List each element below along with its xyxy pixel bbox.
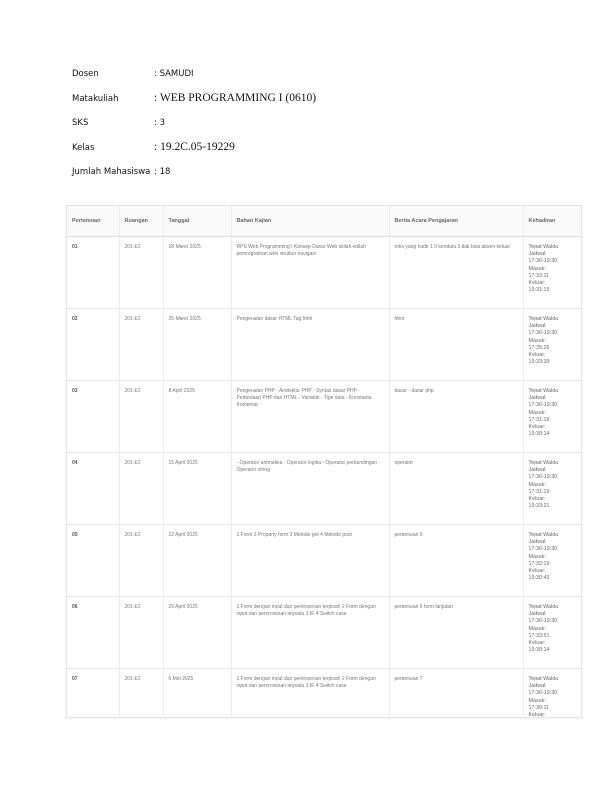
cell-berita-acara: pertemuan 6 form lanjutan	[389, 597, 523, 669]
kehadiran-jadwal: 17:30-19:30	[528, 402, 558, 409]
cell-pertemuan: 02	[67, 309, 119, 381]
cell-pertemuan: 01	[67, 237, 119, 309]
kehadiran-jadwal-label: Jadwal:	[528, 323, 547, 330]
kehadiran-jadwal-label: Jadwal:	[528, 395, 547, 402]
dosen-row	[72, 69, 492, 94]
kehadiran-jadwal: 17:30-19:30	[528, 690, 558, 697]
cell-bahan-kajian: 1 Form 2 Property form 3 Metode get 4 Metode post	[231, 525, 389, 597]
kehadiran-jadwal-label: Jadwal:	[528, 467, 547, 474]
cell-kehadiran	[523, 309, 581, 381]
cell-kehadiran	[523, 453, 581, 525]
header-berita-acara: Berita Acara Pengajaran	[389, 206, 523, 237]
jumlah-row	[72, 167, 492, 192]
table-row	[67, 597, 581, 669]
cell-bahan-kajian: - Operator aritmatika - Operator logika - Operator perbandingan - Operator string	[231, 453, 389, 525]
cell-bahan-kajian: 1 Form dengan input dan pemrosesan terpisah 2 Form dengan input dan pemrosesan terpadu 3 IF 4 Switch case	[231, 597, 389, 669]
header-kehadiran: Kehadiran	[523, 206, 581, 237]
jumlah-label: Jumlah Mahasiswa	[72, 167, 151, 177]
kehadiran-jadwal: 17:30-19:30	[528, 330, 558, 337]
table-row	[67, 669, 581, 719]
cell-pertemuan: 03	[67, 381, 119, 453]
cell-bahan-kajian: Pengenalan PHP - Arsitektur PHP - Syntax dasar PHP - Perbedaan PHP dan HTML - Variable - Tipe data - Konstanta Komentar	[231, 381, 389, 453]
kehadiran-jadwal-label: Jadwal:	[528, 611, 547, 618]
cell-tanggal: 25 Maret 2025	[163, 309, 231, 381]
sks-value: : 3	[154, 118, 165, 128]
kehadiran-status: Tepat Waktu	[528, 676, 559, 682]
kehadiran-status: Tepat Waktu	[528, 532, 559, 538]
kehadiran-masuk-label: Masuk:	[528, 409, 546, 416]
cell-tanggal: 22 April 2025	[163, 525, 231, 597]
cell-ruangan: 201-E2	[119, 453, 163, 525]
cell-ruangan: 201-E2	[119, 381, 163, 453]
cell-pertemuan: 06	[67, 597, 119, 669]
jumlah-value: : 18	[154, 167, 171, 177]
kehadiran-keluar-label: Keluar:	[528, 711, 546, 718]
kehadiran-masuk-label: Masuk:	[528, 625, 546, 632]
kehadiran-status: Tepat Waktu	[528, 388, 559, 394]
cell-kehadiran	[523, 597, 581, 669]
kehadiran-masuk: 17:31:19	[528, 488, 550, 495]
kehadiran-keluar-label: Keluar:	[528, 495, 546, 502]
table-row	[67, 525, 581, 597]
dosen-value: : SAMUDI	[154, 69, 194, 79]
kehadiran-masuk-label: Masuk:	[528, 553, 546, 560]
sks-label: SKS	[72, 118, 89, 128]
kehadiran-masuk: 17:31:18	[528, 416, 550, 423]
cell-bahan-kajian: 1 Form dengan input dan pemrosesan terpisah 2 Form dengan input dan pemrosesan terpadu 3 IF 4 Switch case	[231, 669, 389, 719]
header-pertemuan: Pertemuan	[67, 206, 119, 237]
kehadiran-masuk: 17:35:26	[528, 344, 550, 351]
cell-tanggal: 29 April 2025	[163, 597, 231, 669]
kehadiran-masuk: 17:33:51	[528, 632, 550, 639]
cell-ruangan: 201-E2	[119, 237, 163, 309]
kehadiran-keluar-label: Keluar:	[528, 639, 546, 646]
kehadiran-jadwal-label: Jadwal:	[528, 539, 547, 546]
kehadiran-masuk-label: Masuk:	[528, 337, 546, 344]
header-tanggal: Tanggal	[163, 206, 231, 237]
cell-bahan-kajian: RPS Web Programming I Konsep Dasar Web istilah-istilah pemrograman web struktur navigasi	[231, 237, 389, 309]
cell-kehadiran	[523, 381, 581, 453]
cell-kehadiran	[523, 669, 581, 719]
cell-berita-acara: pertemuan 7	[389, 669, 523, 719]
cell-kehadiran	[523, 525, 581, 597]
cell-berita-acara: operator	[389, 453, 523, 525]
matakuliah-value: : WEB PROGRAMMING I (0610)	[154, 91, 317, 104]
table-header-row	[67, 206, 581, 237]
cell-ruangan: 201-E2	[119, 309, 163, 381]
kehadiran-keluar-label: Keluar:	[528, 567, 546, 574]
cell-tanggal: 6 Mei 2025	[163, 669, 231, 719]
table-row	[67, 453, 581, 525]
kehadiran-jadwal: 17:30-19:30	[528, 546, 558, 553]
cell-ruangan: 201-E2	[119, 669, 163, 719]
kehadiran-keluar-label: Keluar:	[528, 351, 546, 358]
kehadiran-keluar: 19:31:19	[528, 287, 550, 294]
kelas-value: : 19.2C.05-19229	[154, 140, 235, 153]
kehadiran-status: Tepat Waktu	[528, 604, 559, 610]
cell-pertemuan: 07	[67, 669, 119, 719]
kehadiran-masuk: 17:33:11	[528, 272, 550, 279]
sks-row	[72, 118, 492, 143]
cell-pertemuan: 05	[67, 525, 119, 597]
attendance-table	[67, 206, 581, 718]
cell-ruangan: 201-E2	[119, 525, 163, 597]
kehadiran-keluar: 19:30:14	[528, 431, 550, 438]
cell-tanggal: 15 April 2025	[163, 453, 231, 525]
header-ruangan: Ruangan	[119, 206, 163, 237]
kehadiran-keluar: 19:30:43	[528, 575, 550, 582]
kehadiran-keluar-label: Keluar:	[528, 279, 546, 286]
cell-berita-acara: mhs yang hadir 1 0 kendala 3 dak bisa absen keluar	[389, 237, 523, 309]
table-row	[67, 381, 581, 453]
kehadiran-jadwal-label: Jadwal:	[528, 251, 547, 258]
dosen-label: Dosen	[72, 69, 99, 79]
kehadiran-masuk: 17:32:19	[528, 560, 550, 567]
kehadiran-jadwal: 17:30-19:30	[528, 258, 558, 265]
kehadiran-keluar: 19:33:39	[528, 359, 550, 366]
kehadiran-masuk-label: Masuk:	[528, 265, 546, 272]
kehadiran-status: Tepat Waktu	[528, 244, 559, 250]
cell-tanggal: 8 April 2025	[163, 381, 231, 453]
attendance-table-container	[66, 205, 582, 718]
kelas-row	[72, 140, 492, 168]
kehadiran-keluar-label: Keluar:	[528, 423, 546, 430]
matakuliah-row	[72, 91, 492, 119]
kehadiran-masuk: 17:30:11	[528, 704, 550, 711]
kehadiran-masuk-label: Masuk:	[528, 481, 546, 488]
kehadiran-keluar: 19:30:14	[528, 647, 550, 654]
kelas-label: Kelas	[72, 142, 95, 153]
kehadiran-status: Tepat Waktu	[528, 316, 559, 322]
cell-kehadiran	[523, 237, 581, 309]
cell-berita-acara: dasar - dasar php	[389, 381, 523, 453]
kehadiran-jadwal: 17:30-19:30	[528, 474, 558, 481]
header-bahan-kajian: Bahan Kajian	[231, 206, 389, 237]
cell-bahan-kajian: Pengenalan dasar HTML Tag html	[231, 309, 389, 381]
kehadiran-status: Tepat Waktu	[528, 460, 559, 466]
kehadiran-keluar: 19:33:21	[528, 503, 550, 510]
kehadiran-jadwal-label: Jadwal:	[528, 683, 547, 690]
cell-berita-acara: html	[389, 309, 523, 381]
kehadiran-jadwal: 17:30-19:30	[528, 618, 558, 625]
matakuliah-label: Matakuliah	[72, 93, 119, 104]
table-row	[67, 237, 581, 309]
kehadiran-masuk-label: Masuk:	[528, 697, 546, 704]
course-info	[72, 69, 492, 192]
cell-pertemuan: 04	[67, 453, 119, 525]
cell-ruangan: 201-E2	[119, 597, 163, 669]
table-row	[67, 309, 581, 381]
cell-berita-acara: pertemuan 5	[389, 525, 523, 597]
cell-tanggal: 18 Maret 2025	[163, 237, 231, 309]
